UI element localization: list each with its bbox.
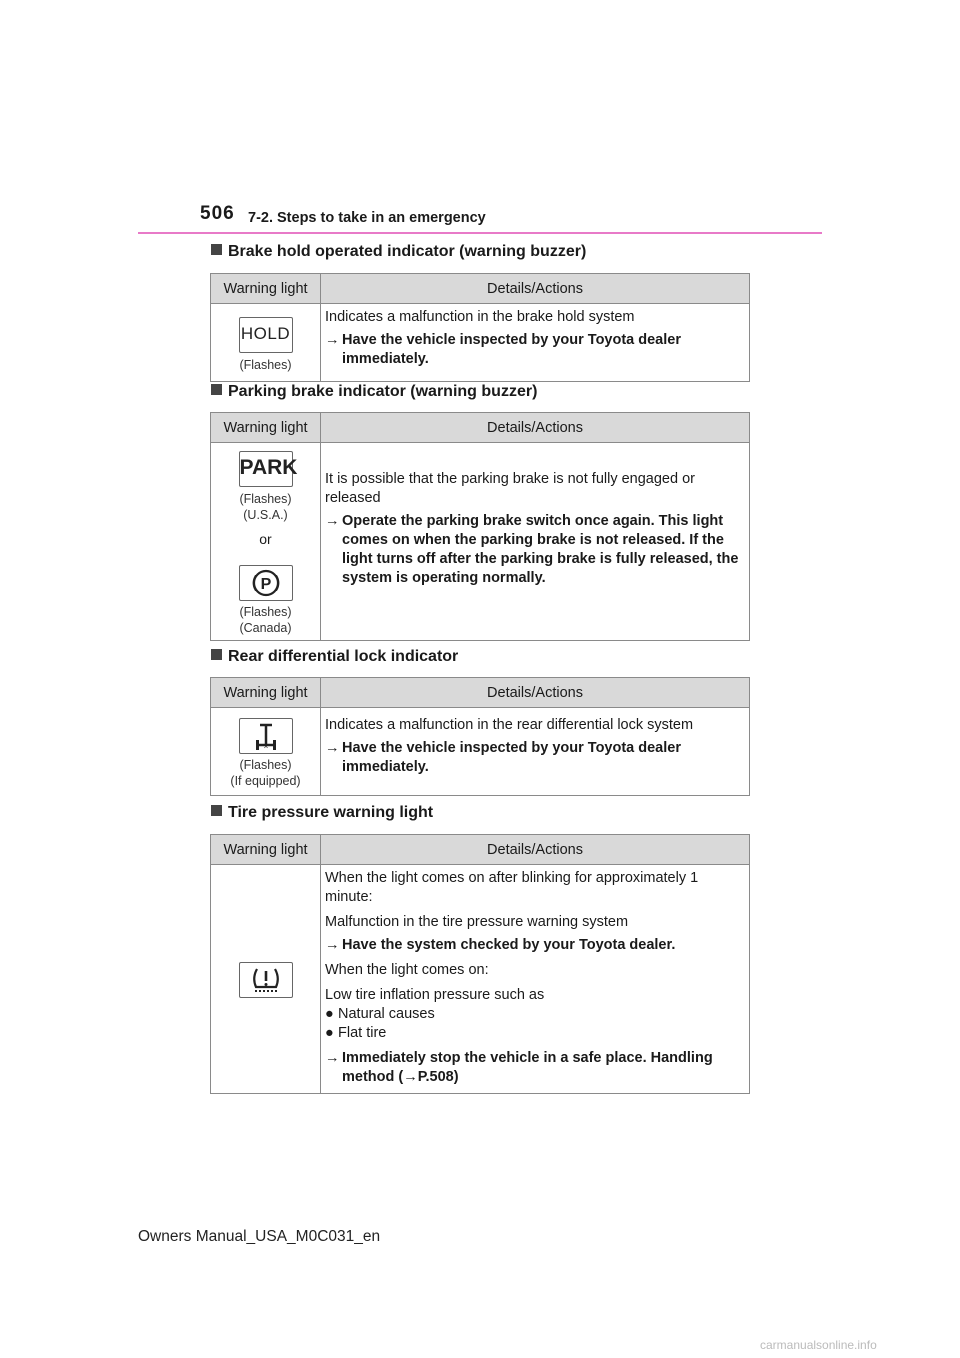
col-header-light: Warning light bbox=[211, 678, 321, 708]
detail-text: Indicates a malfunction in the rear differential lock system bbox=[325, 717, 694, 733]
col-header-details: Details/Actions bbox=[321, 274, 750, 304]
flashes-note: (Flashes) bbox=[239, 357, 292, 372]
detail-text: It is possible that the parking brake is not fully engaged or released bbox=[325, 470, 695, 506]
light-cell bbox=[211, 708, 321, 796]
page-reference-link[interactable]: P.508 bbox=[417, 1069, 454, 1085]
arrow-icon: → bbox=[325, 512, 340, 529]
col-header-details: Details/Actions bbox=[321, 835, 750, 865]
detail-text: When the light comes on after blinking for approximately 1 minute: bbox=[325, 870, 699, 905]
arrow-icon: → bbox=[325, 740, 340, 756]
rear-diff-lock-icon bbox=[239, 718, 293, 754]
action-text-body: Have the vehicle inspected by your Toyota dealer immediately. bbox=[342, 332, 681, 367]
rear-diff-lock-svg bbox=[240, 719, 292, 753]
action-text bbox=[325, 936, 743, 955]
table-row bbox=[211, 865, 750, 1094]
section-title: 7-2. Steps to take in an emergency bbox=[248, 210, 486, 226]
rear-diff-table bbox=[210, 677, 750, 796]
action-text-body: Have the vehicle inspected by your Toyota dealer immediately. bbox=[342, 740, 681, 775]
page-number: 506 bbox=[200, 203, 235, 224]
details-cell bbox=[321, 443, 750, 641]
bullet-icon: ● bbox=[325, 1006, 334, 1022]
detail-text: Malfunction in the tire pressure warning system bbox=[325, 914, 629, 930]
park-icon bbox=[239, 451, 298, 487]
region-note-usa: (U.S.A.) bbox=[243, 508, 288, 522]
svg-text:×: × bbox=[263, 742, 268, 751]
footer-text: Owners Manual_USA_M0C031_en bbox=[138, 1228, 381, 1245]
col-header-details: Details/Actions bbox=[321, 678, 750, 708]
square-bullet-icon bbox=[211, 649, 222, 660]
tire-pressure-icon bbox=[239, 962, 293, 998]
flashes-note: (Flashes) bbox=[239, 605, 292, 619]
parking-p-circle-svg bbox=[240, 566, 292, 600]
or-text: or bbox=[259, 531, 272, 547]
table-row bbox=[211, 708, 750, 796]
light-cell bbox=[211, 443, 321, 641]
table-header-row bbox=[211, 678, 750, 708]
tire-pressure-svg bbox=[240, 963, 292, 997]
table-header-row bbox=[211, 274, 750, 304]
table-row bbox=[211, 304, 750, 382]
bullet-icon: ● bbox=[325, 1025, 334, 1041]
list-item-text: Natural causes bbox=[338, 1006, 435, 1022]
tire-pressure-table bbox=[210, 834, 750, 1094]
list-item-text: Flat tire bbox=[338, 1025, 387, 1041]
park-icon-text: PARK bbox=[239, 456, 298, 479]
brake-hold-table bbox=[210, 273, 750, 382]
arrow-icon: → bbox=[403, 1069, 418, 1085]
arrow-icon: → bbox=[325, 332, 340, 348]
square-bullet-icon bbox=[211, 805, 222, 816]
table-header-row bbox=[211, 413, 750, 443]
tire-pressure-heading-text: Tire pressure warning light bbox=[228, 804, 434, 821]
details-cell bbox=[321, 708, 750, 796]
col-header-light: Warning light bbox=[211, 274, 321, 304]
if-equipped-note: (If equipped) bbox=[230, 774, 301, 788]
parking-brake-heading-text: Parking brake indicator (warning buzzer) bbox=[228, 383, 538, 400]
brake-hold-heading bbox=[211, 243, 586, 261]
col-header-light: Warning light bbox=[211, 413, 321, 443]
parking-p-circle-icon bbox=[239, 565, 293, 601]
square-bullet-icon bbox=[211, 384, 222, 395]
col-header-details: Details/Actions bbox=[321, 413, 750, 443]
rear-diff-heading bbox=[211, 648, 458, 666]
details-cell bbox=[321, 865, 750, 1094]
flashes-note: (Flashes) bbox=[239, 758, 292, 772]
action-text bbox=[325, 739, 743, 777]
parking-brake-table bbox=[210, 412, 750, 641]
tire-pressure-heading bbox=[211, 804, 433, 822]
action-text bbox=[325, 331, 743, 369]
rear-diff-heading-text: Rear differential lock indicator bbox=[228, 648, 459, 665]
action-text-body: Immediately stop the vehicle in a safe place. Handling method ( bbox=[342, 1050, 713, 1085]
list-item bbox=[325, 1024, 743, 1043]
region-note-canada: (Canada) bbox=[239, 621, 292, 635]
action-text-body: Operate the parking brake switch once again. This light comes on when the parking brake is not released. If the light turns off after the parking brake is fully released, the system is operating normally. bbox=[342, 512, 739, 586]
parking-brake-heading bbox=[211, 383, 537, 401]
hold-icon-text: HOLD bbox=[240, 323, 291, 343]
list-item bbox=[325, 1005, 743, 1024]
light-cell bbox=[211, 865, 321, 1094]
detail-text: Low tire inflation pressure such as bbox=[325, 987, 545, 1003]
table-header-row bbox=[211, 835, 750, 865]
light-cell bbox=[211, 304, 321, 382]
arrow-icon: → bbox=[325, 937, 340, 953]
detail-text: Indicates a malfunction in the brake hold system bbox=[325, 309, 635, 325]
table-row bbox=[211, 443, 750, 641]
watermark: carmanualsonline.info bbox=[760, 1338, 877, 1352]
square-bullet-icon bbox=[211, 244, 222, 255]
col-header-light: Warning light bbox=[211, 835, 321, 865]
header-rule bbox=[138, 232, 822, 234]
action-text-body: Have the system checked by your Toyota dealer. bbox=[342, 937, 676, 953]
hold-icon bbox=[239, 317, 293, 353]
action-text bbox=[325, 512, 743, 588]
detail-text: When the light comes on: bbox=[325, 962, 489, 978]
arrow-icon: → bbox=[325, 1050, 340, 1066]
action-text bbox=[325, 1049, 743, 1087]
flashes-note: (Flashes) bbox=[239, 492, 292, 506]
details-cell bbox=[321, 304, 750, 382]
action-text-suffix: ) bbox=[453, 1069, 459, 1085]
brake-hold-heading-text: Brake hold operated indicator (warning buzzer) bbox=[228, 243, 587, 260]
svg-text:P: P bbox=[260, 576, 271, 593]
